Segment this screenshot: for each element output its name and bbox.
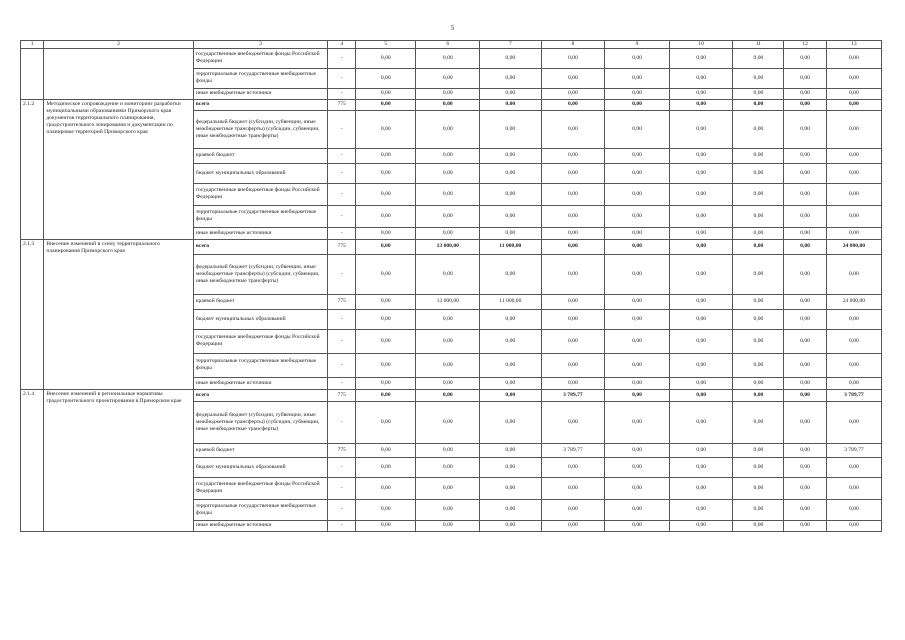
grbs-code: - bbox=[328, 499, 356, 520]
amount-cell: 0,00 bbox=[669, 99, 733, 110]
amount-cell: 0,00 bbox=[733, 457, 784, 477]
amount-cell: 0,00 bbox=[669, 389, 733, 401]
amount-cell: 0,00 bbox=[356, 68, 416, 88]
amount-cell: 0,00 bbox=[541, 499, 605, 520]
amount-cell: 0,00 bbox=[480, 520, 542, 531]
amount-cell: 0,00 bbox=[669, 148, 733, 163]
amount-cell: 0,00 bbox=[733, 227, 784, 239]
column-header-12: 12 bbox=[784, 41, 826, 49]
grbs-code: 775 bbox=[328, 294, 356, 309]
amount-cell: 0,00 bbox=[480, 163, 542, 183]
amount-cell: 0,00 bbox=[784, 520, 826, 531]
column-header-11: 11 bbox=[733, 41, 784, 49]
funding-source: бюджет муниципальных образований bbox=[193, 163, 328, 183]
amount-cell: 0,00 bbox=[733, 48, 784, 68]
grbs-code: - bbox=[328, 477, 356, 499]
amount-cell: 0,00 bbox=[356, 499, 416, 520]
amount-cell: 0,00 bbox=[669, 48, 733, 68]
amount-cell: 0,00 bbox=[826, 183, 881, 205]
amount-cell: 0,00 bbox=[669, 443, 733, 457]
funding-source: федеральный бюджет (субсидии, субвенции, иные межбюджетные трансферты) (субсидии, субвенции, иные межбюджетные трансферты) bbox=[193, 254, 328, 294]
amount-cell: 24 000,00 bbox=[826, 294, 881, 309]
column-header-2: 2 bbox=[44, 41, 194, 49]
amount-cell: 0,00 bbox=[480, 499, 542, 520]
amount-cell: 0,00 bbox=[784, 401, 826, 443]
amount-cell: 0,00 bbox=[480, 99, 542, 110]
amount-cell: 0,00 bbox=[416, 99, 480, 110]
grbs-code: 775 bbox=[328, 99, 356, 110]
table-body bbox=[21, 48, 882, 531]
amount-cell: 0,00 bbox=[416, 68, 480, 88]
amount-cell: 0,00 bbox=[669, 499, 733, 520]
amount-cell: 0,00 bbox=[480, 329, 542, 353]
amount-cell: 0,00 bbox=[416, 148, 480, 163]
amount-cell: 0,00 bbox=[356, 309, 416, 329]
amount-cell: 0,00 bbox=[356, 477, 416, 499]
grbs-code: - bbox=[328, 205, 356, 227]
amount-cell: 0,00 bbox=[416, 254, 480, 294]
amount-cell: 0,00 bbox=[480, 110, 542, 148]
amount-cell: 0,00 bbox=[733, 99, 784, 110]
amount-cell: 0,00 bbox=[356, 389, 416, 401]
item-name: Внесение изменений в региональные нормативы градостроительного проектирования в Приморском крае bbox=[44, 389, 194, 531]
amount-cell: 0,00 bbox=[416, 183, 480, 205]
amount-cell: 0,00 bbox=[541, 377, 605, 389]
amount-cell: 0,00 bbox=[541, 183, 605, 205]
column-header-1: 1 bbox=[21, 41, 44, 49]
amount-cell: 0,00 bbox=[605, 477, 670, 499]
funding-source: краевой бюджет bbox=[193, 148, 328, 163]
grbs-code: - bbox=[328, 163, 356, 183]
amount-cell: 0,00 bbox=[541, 227, 605, 239]
amount-cell: 0,00 bbox=[784, 68, 826, 88]
amount-cell: 0,00 bbox=[669, 183, 733, 205]
amount-cell: 0,00 bbox=[480, 227, 542, 239]
grbs-code: - bbox=[328, 353, 356, 377]
amount-cell: 0,00 bbox=[356, 377, 416, 389]
amount-cell: 3 789,77 bbox=[541, 443, 605, 457]
amount-cell: 0,00 bbox=[669, 239, 733, 254]
amount-cell: 0,00 bbox=[356, 239, 416, 254]
amount-cell: 0,00 bbox=[605, 88, 670, 99]
amount-cell: 0,00 bbox=[541, 520, 605, 531]
amount-cell: 3 789,77 bbox=[826, 389, 881, 401]
amount-cell: 0,00 bbox=[605, 254, 670, 294]
amount-cell: 0,00 bbox=[784, 110, 826, 148]
grbs-code: 775 bbox=[328, 389, 356, 401]
amount-cell: 0,00 bbox=[541, 254, 605, 294]
amount-cell: 0,00 bbox=[356, 254, 416, 294]
grbs-code: - bbox=[328, 309, 356, 329]
amount-cell: 0,00 bbox=[541, 48, 605, 68]
amount-cell: 0,00 bbox=[605, 183, 670, 205]
item-name: Внесение изменений в схему территориального планирования Приморского края bbox=[44, 239, 194, 389]
amount-cell: 0,00 bbox=[480, 148, 542, 163]
amount-cell: 0,00 bbox=[356, 205, 416, 227]
amount-cell: 0,00 bbox=[784, 183, 826, 205]
amount-cell: 0,00 bbox=[605, 239, 670, 254]
amount-cell: 0,00 bbox=[605, 294, 670, 309]
amount-cell: 0,00 bbox=[784, 88, 826, 99]
item-code bbox=[21, 48, 44, 99]
amount-cell: 0,00 bbox=[541, 88, 605, 99]
amount-cell: 0,00 bbox=[733, 183, 784, 205]
amount-cell: 0,00 bbox=[541, 477, 605, 499]
amount-cell: 0,00 bbox=[541, 68, 605, 88]
item-name bbox=[44, 48, 194, 99]
amount-cell: 0,00 bbox=[541, 353, 605, 377]
funding-source: всего bbox=[193, 239, 328, 254]
funding-source: краевой бюджет bbox=[193, 294, 328, 309]
funding-source: территориальные государственные внебюджетные фонды bbox=[193, 68, 328, 88]
amount-cell: 0,00 bbox=[784, 377, 826, 389]
grbs-code: - bbox=[328, 68, 356, 88]
amount-cell: 0,00 bbox=[669, 163, 733, 183]
funding-source: всего bbox=[193, 99, 328, 110]
amount-cell: 0,00 bbox=[669, 254, 733, 294]
amount-cell: 0,00 bbox=[605, 148, 670, 163]
grbs-code: - bbox=[328, 377, 356, 389]
amount-cell: 0,00 bbox=[733, 329, 784, 353]
amount-cell: 0,00 bbox=[541, 163, 605, 183]
amount-cell: 0,00 bbox=[541, 239, 605, 254]
amount-cell: 3 789,77 bbox=[826, 443, 881, 457]
amount-cell: 0,00 bbox=[605, 163, 670, 183]
amount-cell: 0,00 bbox=[669, 294, 733, 309]
amount-cell: 0,00 bbox=[480, 48, 542, 68]
amount-cell: 0,00 bbox=[356, 353, 416, 377]
amount-cell: 0,00 bbox=[480, 309, 542, 329]
funding-source: бюджет муниципальных образований bbox=[193, 457, 328, 477]
amount-cell: 0,00 bbox=[669, 353, 733, 377]
amount-cell: 0,00 bbox=[784, 239, 826, 254]
amount-cell: 0,00 bbox=[416, 227, 480, 239]
amount-cell: 0,00 bbox=[669, 110, 733, 148]
table-row bbox=[21, 389, 882, 401]
column-header-10: 10 bbox=[669, 41, 733, 49]
amount-cell: 0,00 bbox=[733, 163, 784, 183]
amount-cell: 0,00 bbox=[356, 329, 416, 353]
amount-cell: 0,00 bbox=[416, 520, 480, 531]
financing-table bbox=[20, 40, 882, 532]
amount-cell: 0,00 bbox=[733, 239, 784, 254]
funding-source: иные внебюджетные источники bbox=[193, 377, 328, 389]
amount-cell: 0,00 bbox=[541, 110, 605, 148]
amount-cell: 0,00 bbox=[480, 183, 542, 205]
amount-cell: 0,00 bbox=[605, 99, 670, 110]
amount-cell: 0,00 bbox=[541, 309, 605, 329]
amount-cell: 0,00 bbox=[826, 254, 881, 294]
amount-cell: 0,00 bbox=[826, 68, 881, 88]
grbs-code: - bbox=[328, 88, 356, 99]
funding-source: государственные внебюджетные фонды Российской Федерации bbox=[193, 329, 328, 353]
amount-cell: 0,00 bbox=[605, 329, 670, 353]
funding-source: всего bbox=[193, 389, 328, 401]
amount-cell: 0,00 bbox=[784, 329, 826, 353]
amount-cell: 0,00 bbox=[826, 477, 881, 499]
grbs-code: - bbox=[328, 329, 356, 353]
amount-cell: 0,00 bbox=[733, 254, 784, 294]
amount-cell: 24 000,00 bbox=[826, 239, 881, 254]
amount-cell: 0,00 bbox=[480, 477, 542, 499]
amount-cell: 0,00 bbox=[541, 329, 605, 353]
amount-cell: 0,00 bbox=[826, 48, 881, 68]
funding-source: иные внебюджетные источники bbox=[193, 520, 328, 531]
amount-cell: 0,00 bbox=[784, 353, 826, 377]
amount-cell: 0,00 bbox=[356, 163, 416, 183]
amount-cell: 0,00 bbox=[356, 401, 416, 443]
amount-cell: 0,00 bbox=[826, 309, 881, 329]
funding-source: государственные внебюджетные фонды Российской Федерации bbox=[193, 48, 328, 68]
amount-cell: 0,00 bbox=[784, 254, 826, 294]
amount-cell: 0,00 bbox=[826, 110, 881, 148]
amount-cell: 0,00 bbox=[784, 205, 826, 227]
amount-cell: 0,00 bbox=[605, 110, 670, 148]
amount-cell: 0,00 bbox=[541, 148, 605, 163]
amount-cell: 0,00 bbox=[669, 88, 733, 99]
amount-cell: 0,00 bbox=[541, 205, 605, 227]
amount-cell: 0,00 bbox=[826, 88, 881, 99]
amount-cell: 0,00 bbox=[480, 353, 542, 377]
grbs-code: - bbox=[328, 148, 356, 163]
funding-source: иные внебюджетные источники bbox=[193, 227, 328, 239]
amount-cell: 11 000,00 bbox=[480, 239, 542, 254]
amount-cell: 0,00 bbox=[784, 227, 826, 239]
amount-cell: 0,00 bbox=[356, 48, 416, 68]
grbs-code: - bbox=[328, 48, 356, 68]
amount-cell: 0,00 bbox=[784, 477, 826, 499]
amount-cell: 0,00 bbox=[605, 389, 670, 401]
table-row bbox=[21, 239, 882, 254]
amount-cell: 0,00 bbox=[733, 389, 784, 401]
amount-cell: 0,00 bbox=[416, 477, 480, 499]
column-header-6: 6 bbox=[416, 41, 480, 49]
amount-cell: 0,00 bbox=[784, 389, 826, 401]
item-name: Методическое сопровождение и мониторинг разработки муниципальными образованиями Приморского края документов территориального планирования, градостроительного зонирования и документации по планировке территорий Приморского края bbox=[44, 99, 194, 239]
amount-cell: 0,00 bbox=[784, 294, 826, 309]
grbs-code: - bbox=[328, 183, 356, 205]
amount-cell: 0,00 bbox=[826, 227, 881, 239]
amount-cell: 0,00 bbox=[733, 520, 784, 531]
column-header-7: 7 bbox=[480, 41, 542, 49]
amount-cell: 13 000,00 bbox=[416, 294, 480, 309]
amount-cell: 0,00 bbox=[733, 353, 784, 377]
table-row bbox=[21, 99, 882, 110]
page-number: 5 bbox=[450, 24, 455, 32]
column-header-4: 4 bbox=[328, 41, 356, 49]
amount-cell: 0,00 bbox=[416, 377, 480, 389]
amount-cell: 0,00 bbox=[605, 205, 670, 227]
amount-cell: 0,00 bbox=[541, 401, 605, 443]
grbs-code: 775 bbox=[328, 239, 356, 254]
amount-cell: 0,00 bbox=[356, 99, 416, 110]
amount-cell: 0,00 bbox=[826, 99, 881, 110]
amount-cell: 0,00 bbox=[605, 309, 670, 329]
grbs-code: - bbox=[328, 254, 356, 294]
amount-cell: 0,00 bbox=[480, 88, 542, 99]
item-code: 2.1.3 bbox=[21, 239, 44, 389]
amount-cell: 0,00 bbox=[669, 401, 733, 443]
amount-cell: 0,00 bbox=[669, 377, 733, 389]
amount-cell: 0,00 bbox=[826, 205, 881, 227]
amount-cell: 0,00 bbox=[356, 294, 416, 309]
amount-cell: 0,00 bbox=[669, 227, 733, 239]
amount-cell: 0,00 bbox=[356, 88, 416, 99]
amount-cell: 0,00 bbox=[733, 205, 784, 227]
amount-cell: 0,00 bbox=[733, 477, 784, 499]
amount-cell: 0,00 bbox=[669, 477, 733, 499]
amount-cell: 0,00 bbox=[784, 499, 826, 520]
column-header-9: 9 bbox=[605, 41, 670, 49]
amount-cell: 0,00 bbox=[733, 88, 784, 99]
amount-cell: 0,00 bbox=[605, 48, 670, 68]
amount-cell: 0,00 bbox=[541, 99, 605, 110]
amount-cell: 0,00 bbox=[733, 68, 784, 88]
amount-cell: 0,00 bbox=[416, 329, 480, 353]
amount-cell: 0,00 bbox=[605, 353, 670, 377]
amount-cell: 0,00 bbox=[669, 457, 733, 477]
amount-cell: 0,00 bbox=[416, 401, 480, 443]
amount-cell: 0,00 bbox=[784, 443, 826, 457]
amount-cell: 0,00 bbox=[826, 148, 881, 163]
amount-cell: 0,00 bbox=[784, 163, 826, 183]
amount-cell: 0,00 bbox=[669, 205, 733, 227]
amount-cell: 0,00 bbox=[826, 499, 881, 520]
amount-cell: 0,00 bbox=[826, 457, 881, 477]
grbs-code: - bbox=[328, 457, 356, 477]
column-header-13: 13 bbox=[826, 41, 881, 49]
amount-cell: 0,00 bbox=[416, 110, 480, 148]
amount-cell: 0,00 bbox=[480, 68, 542, 88]
amount-cell: 0,00 bbox=[605, 227, 670, 239]
grbs-code: - bbox=[328, 520, 356, 531]
grbs-code: - bbox=[328, 401, 356, 443]
amount-cell: 0,00 bbox=[605, 457, 670, 477]
amount-cell: 0,00 bbox=[826, 329, 881, 353]
funding-source: федеральный бюджет (субсидии, субвенции, иные межбюджетные трансферты) (субсидии, субвенции, иные межбюджетные трансферты) bbox=[193, 401, 328, 443]
amount-cell: 0,00 bbox=[784, 309, 826, 329]
funding-source: краевой бюджет bbox=[193, 443, 328, 457]
amount-cell: 0,00 bbox=[356, 443, 416, 457]
amount-cell: 0,00 bbox=[356, 110, 416, 148]
amount-cell: 0,00 bbox=[356, 520, 416, 531]
amount-cell: 0,00 bbox=[416, 499, 480, 520]
amount-cell: 0,00 bbox=[605, 520, 670, 531]
funding-source: государственные внебюджетные фонды Российской Федерации bbox=[193, 183, 328, 205]
amount-cell: 0,00 bbox=[733, 401, 784, 443]
amount-cell: 11 000,00 bbox=[480, 294, 542, 309]
amount-cell: 0,00 bbox=[541, 457, 605, 477]
amount-cell: 0,00 bbox=[480, 457, 542, 477]
grbs-code: - bbox=[328, 227, 356, 239]
funding-source: бюджет муниципальных образований bbox=[193, 309, 328, 329]
amount-cell: 0,00 bbox=[669, 68, 733, 88]
amount-cell: 0,00 bbox=[826, 401, 881, 443]
amount-cell: 0,00 bbox=[416, 457, 480, 477]
funding-source: федеральный бюджет (субсидии, субвенции, иные межбюджетные трансферты) (субсидии, субвенции, иные межбюджетные трансферты) bbox=[193, 110, 328, 148]
amount-cell: 0,00 bbox=[416, 443, 480, 457]
amount-cell: 0,00 bbox=[480, 401, 542, 443]
amount-cell: 0,00 bbox=[733, 499, 784, 520]
amount-cell: 0,00 bbox=[416, 205, 480, 227]
amount-cell: 0,00 bbox=[784, 457, 826, 477]
amount-cell: 0,00 bbox=[826, 353, 881, 377]
amount-cell: 0,00 bbox=[669, 309, 733, 329]
column-header-5: 5 bbox=[356, 41, 416, 49]
amount-cell: 0,00 bbox=[480, 377, 542, 389]
amount-cell: 0,00 bbox=[733, 309, 784, 329]
amount-cell: 0,00 bbox=[416, 163, 480, 183]
amount-cell: 0,00 bbox=[356, 148, 416, 163]
amount-cell: 0,00 bbox=[605, 68, 670, 88]
funding-source: государственные внебюджетные фонды Российской Федерации bbox=[193, 477, 328, 499]
grbs-code: 775 bbox=[328, 443, 356, 457]
amount-cell: 0,00 bbox=[826, 377, 881, 389]
amount-cell: 0,00 bbox=[733, 294, 784, 309]
funding-source: территориальные государственные внебюджетные фонды bbox=[193, 353, 328, 377]
amount-cell: 0,00 bbox=[480, 389, 542, 401]
amount-cell: 0,00 bbox=[784, 99, 826, 110]
funding-source: территориальные государственные внебюджетные фонды bbox=[193, 499, 328, 520]
amount-cell: 0,00 bbox=[356, 227, 416, 239]
amount-cell: 0,00 bbox=[416, 353, 480, 377]
amount-cell: 0,00 bbox=[733, 377, 784, 389]
amount-cell: 0,00 bbox=[480, 254, 542, 294]
amount-cell: 0,00 bbox=[733, 110, 784, 148]
amount-cell: 0,00 bbox=[784, 148, 826, 163]
amount-cell: 0,00 bbox=[733, 148, 784, 163]
column-header-8: 8 bbox=[541, 41, 605, 49]
amount-cell: 0,00 bbox=[480, 443, 542, 457]
funding-source: иные внебюджетные источники bbox=[193, 88, 328, 99]
amount-cell: 0,00 bbox=[605, 401, 670, 443]
amount-cell: 0,00 bbox=[605, 499, 670, 520]
amount-cell: 0,00 bbox=[541, 294, 605, 309]
amount-cell: 0,00 bbox=[669, 329, 733, 353]
amount-cell: 0,00 bbox=[669, 520, 733, 531]
header-row bbox=[21, 41, 882, 49]
amount-cell: 0,00 bbox=[416, 389, 480, 401]
amount-cell: 0,00 bbox=[480, 205, 542, 227]
amount-cell: 0,00 bbox=[605, 377, 670, 389]
funding-source: территориальные государственные внебюджетные фонды bbox=[193, 205, 328, 227]
amount-cell: 0,00 bbox=[605, 443, 670, 457]
item-code: 2.1.2 bbox=[21, 99, 44, 239]
amount-cell: 0,00 bbox=[356, 183, 416, 205]
amount-cell: 0,00 bbox=[356, 457, 416, 477]
amount-cell: 0,00 bbox=[416, 88, 480, 99]
column-header-3: 3 bbox=[193, 41, 328, 49]
item-code: 2.1.4 bbox=[21, 389, 44, 531]
amount-cell: 0,00 bbox=[826, 163, 881, 183]
amount-cell: 0,00 bbox=[416, 309, 480, 329]
amount-cell: 3 789,77 bbox=[541, 389, 605, 401]
amount-cell: 0,00 bbox=[826, 520, 881, 531]
amount-cell: 0,00 bbox=[416, 48, 480, 68]
amount-cell: 0,00 bbox=[784, 48, 826, 68]
amount-cell: 13 000,00 bbox=[416, 239, 480, 254]
table-row bbox=[21, 48, 882, 68]
grbs-code: - bbox=[328, 110, 356, 148]
amount-cell: 0,00 bbox=[733, 443, 784, 457]
